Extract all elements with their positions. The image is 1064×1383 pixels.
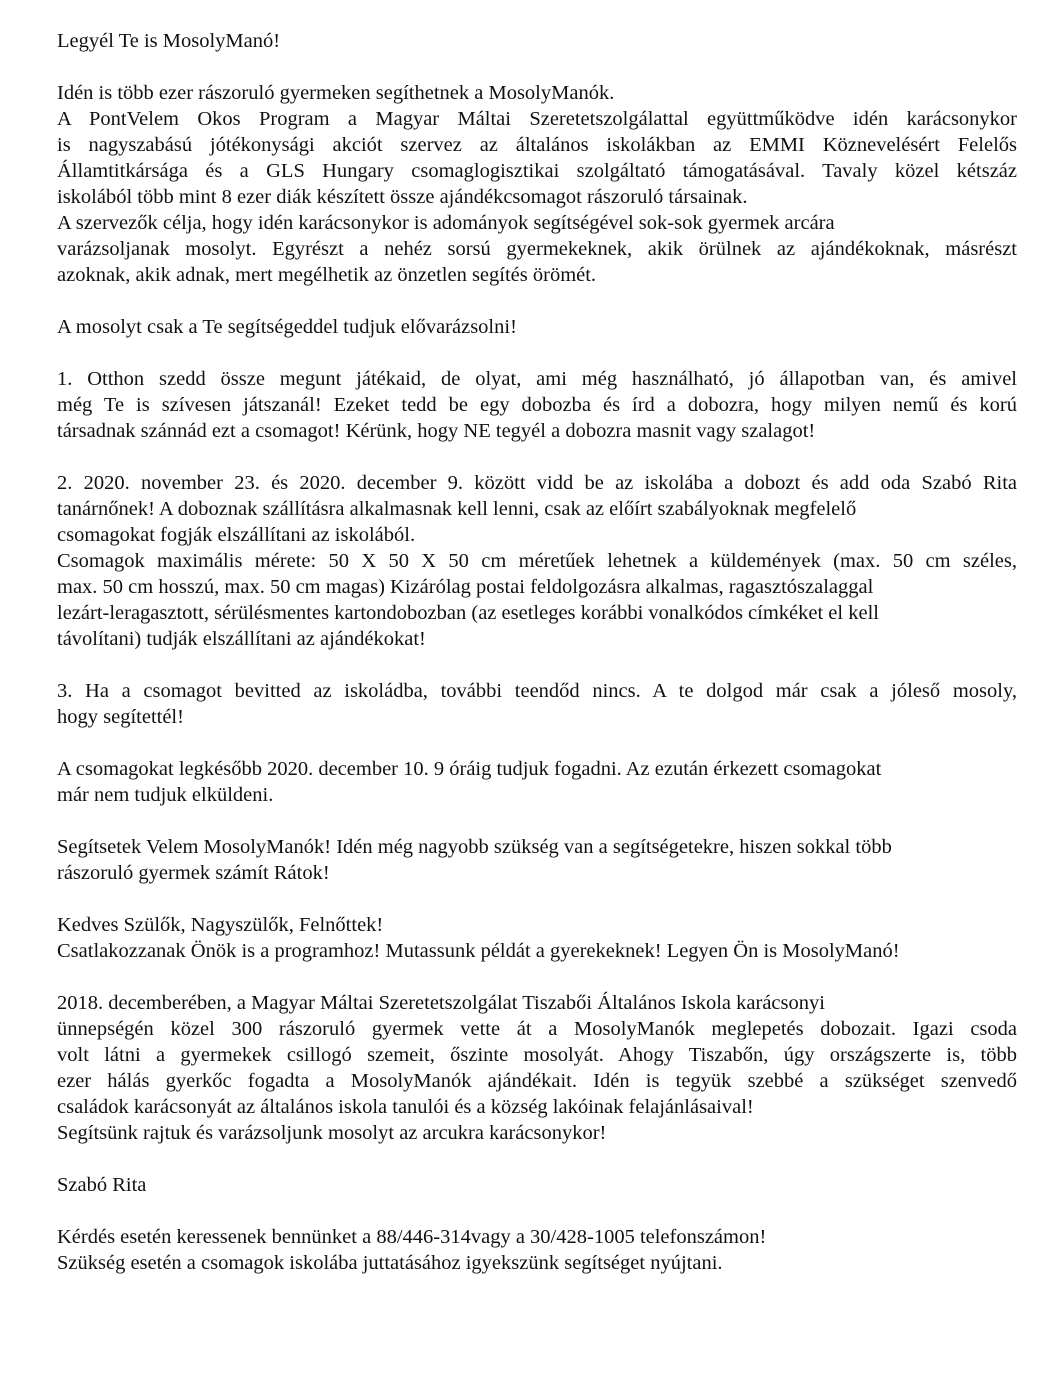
step-3-line: 3. Ha a csomagot bevitted az iskoládba, további teendőd nincs. A te dolgod már csak a jóleső mosoly,	[57, 680, 1017, 702]
contact-paragraph	[57, 1224, 1017, 1276]
story-line: volt látni a gyermekek csillogó szemeit, őszinte mosolyát. Ahogy Tiszabőn, úgy országszerte is, több	[57, 1044, 1017, 1066]
deadline-line: A csomagokat legkésőbb 2020. december 10. 9 óráig tudjuk fogadni. Az ezután érkezett csomagokat	[57, 758, 882, 780]
step-2-line: távolítani) tudják elszállítani az ajándékokat!	[57, 628, 426, 650]
step-2-line: csomagokat fogják elszállítani az iskolából.	[57, 524, 416, 546]
intro-paragraph	[57, 80, 1017, 288]
step-2-paragraph	[57, 470, 1017, 652]
step-2-line: max. 50 cm hosszú, max. 50 cm magas) Kizárólag postai feldolgozásra alkalmas, ragasztószalaggal	[57, 576, 874, 598]
signature-name: Szabó Rita	[57, 1174, 147, 1196]
intro-line: Idén is több ezer rászoruló gyermeken segíthetnek a MosolyManók.	[57, 82, 615, 104]
step-2-line: 2. 2020. november 23. és 2020. december 9. között vidd be az iskolába a dobozt és add oda Szabó Rita	[57, 472, 1017, 494]
intro-line: azoknak, akik adnak, mert megélhetik az önzetlen segítés örömét.	[57, 264, 597, 286]
contact-line: Kérdés esetén keressenek bennünket a 88/446-314vagy a 30/428-1005 telefonszámon!	[57, 1226, 767, 1248]
signature-paragraph	[57, 1172, 1017, 1198]
intro-line: A PontVelem Okos Program a Magyar Máltai Szeretetszolgálattal együttműködve idén karácsonykor	[57, 108, 1017, 130]
step-3-line: hogy segítettél!	[57, 706, 184, 728]
step-2-line: Csomagok maximális mérete: 50 X 50 X 50 cm méretűek lehetnek a küldemények (max. 50 cm széles,	[57, 550, 1017, 572]
intro-line: Államtitkársága és a GLS Hungary csomaglogisztikai szolgáltató támogatásával. Tavaly közel kétszáz	[57, 160, 1017, 182]
story-line: Segítsünk rajtuk és varázsoljunk mosolyt az arcukra karácsonykor!	[57, 1122, 607, 1144]
title-line: Legyél Te is MosolyManó!	[57, 30, 281, 52]
adults-line: Kedves Szülők, Nagyszülők, Felnőttek!	[57, 914, 384, 936]
contact-line: Szükség esetén a csomagok iskolába juttatásához igyekszünk segítséget nyújtani.	[57, 1252, 723, 1274]
help-line: Segítsetek Velem MosolyManók! Idén még nagyobb szükség van a segítségetekre, hiszen sokkal több	[57, 836, 892, 858]
story-line: ünnepségén közel 300 rászoruló gyermek vette át a MosolyManók meglepetés dobozait. Igazi csoda	[57, 1018, 1017, 1040]
story-line: 2018. decemberében, a Magyar Máltai Szeretetszolgálat Tiszabői Általános Iskola karácsonyi	[57, 992, 825, 1014]
step-1-line: 1. Otthon szedd össze megunt játékaid, de olyat, ami még használható, jó állapotban van, és amivel	[57, 368, 1017, 390]
call-line: A mosolyt csak a Te segítségeddel tudjuk elővarázsolni!	[57, 316, 517, 338]
call-paragraph	[57, 314, 1017, 340]
story-line: családok karácsonyát az általános iskola tanulói és a község lakóinak felajánlásaival!	[57, 1096, 754, 1118]
adults-line: Csatlakozzanak Önök is a programhoz! Mutassunk példát a gyerekeknek! Legyen Ön is MosolyManó!	[57, 940, 900, 962]
step-1-line: társadnak szánnád ezt a csomagot! Kérünk, hogy NE tegyél a dobozra masnit vagy szalagot!	[57, 420, 816, 442]
intro-line: A szervezők célja, hogy idén karácsonykor is adományok segítségével sok-sok gyermek arcára	[57, 212, 835, 234]
step-1-paragraph	[57, 366, 1017, 444]
intro-line: is nagyszabású jótékonysági akciót szervez az általános iskolákban az EMMI Köznevelésért Felelős	[57, 134, 1017, 156]
story-paragraph	[57, 990, 1017, 1146]
help-paragraph	[57, 834, 1017, 886]
deadline-line: már nem tudjuk elküldeni.	[57, 784, 274, 806]
document-page	[57, 28, 1017, 1302]
step-2-line: tanárnőnek! A doboznak szállításra alkalmasnak kell lenni, csak az előírt szabályoknak megfelelő	[57, 498, 857, 520]
deadline-paragraph	[57, 756, 1017, 808]
adults-paragraph	[57, 912, 1017, 964]
document-title	[57, 28, 1017, 54]
step-2-line: lezárt-leragasztott, sérülésmentes kartondobozban (az esetleges korábbi vonalkódos címkéket el kell	[57, 602, 879, 624]
story-line: ezer hálás gyerkőc fogadta a MosolyManók ajándékait. Idén is tegyük szebbé a szükséget szenvedő	[57, 1070, 1017, 1092]
step-1-line: még Te is szívesen játszanál! Ezeket tedd be egy dobozba és írd a dobozra, hogy milyen nemű és korú	[57, 394, 1017, 416]
step-3-paragraph	[57, 678, 1017, 730]
intro-line: iskolából több mint 8 ezer diák készített össze ajándékcsomagot rászoruló társainak.	[57, 186, 748, 208]
help-line: rászoruló gyermek számít Rátok!	[57, 862, 330, 884]
intro-line: varázsoljanak mosolyt. Egyrészt a nehéz sorsú gyermekeknek, akik örülnek az ajándékoknak, másrészt	[57, 238, 1017, 260]
